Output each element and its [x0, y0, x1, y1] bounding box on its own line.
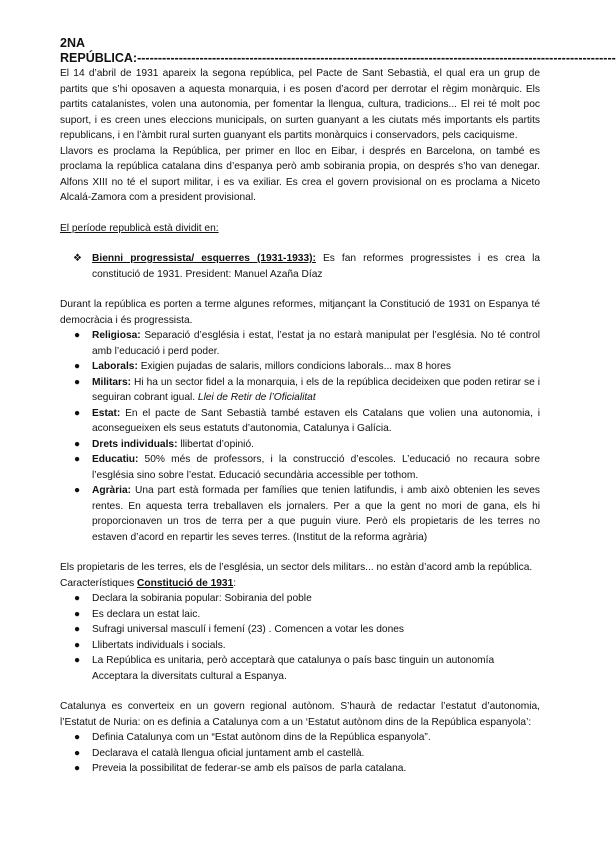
bullet-icon: ● — [74, 655, 81, 666]
intro-paragraph-2: Llavors es proclama la República, per primer en lloc en Eibar, i després en Barcelona, on també es proclama la república catalana dins d’espanya però amb sobirania propia, on després s’ho van denegar. Alfons XIII no té el suport militar, i es va exiliar. Es crea el govern provisional on es proclama a Niceto Alcalá-Zamora com a president provisional. — [60, 145, 540, 203]
bullet-icon: ● — [74, 608, 81, 620]
list-item: ● La República es unitaria, però acceptarà que catalunya o país basc tinguin un autonomía Acceptara la diversitats cultural a Espanya. — [74, 655, 495, 682]
bullet-icon: ● — [74, 485, 81, 496]
list-item: ● Educatiu: 50% més de professors, i la construcció d’escoles. L’educació no recaura sobre l’església sino sobre l’estat. Educació secundària accessible per tothom. — [74, 454, 540, 481]
period-heading: El període republicà està dividit en: — [60, 222, 219, 234]
diamond-bullet-icon: ❖ — [73, 253, 82, 264]
bullet-icon: ● — [74, 361, 81, 372]
bullet-icon: ● — [74, 732, 81, 743]
bullet-icon: ● — [74, 639, 81, 651]
bullet-icon: ● — [74, 376, 81, 388]
list-item: ● Llibertats individuals i socials. — [60, 638, 540, 654]
intro-paragraph-1: El 14 d’abril de 1931 apareix la segona república, pel Pacte de Sant Sebastià, el qual era un grup de partits que s’hi oposaven a aquesta monarquia, i es posen d’acord per derrotar el règim monàrquic. Els partits catalanistes, volen una autonomia, per fomentar la llengua, cultura, tradicions... El rei té molt poc suport, i es creen unes eleccions municipals, on surten guanyant a les ciutats més importants els partits republicans, i en l’àmbit rural surten guanyant els partits monàrquics i conservadors, pels caciquisme. — [60, 68, 540, 141]
period-list — [60, 251, 540, 282]
bienni-text: Es fan reformes progressistes i es crea la constitució de 1931. President: Manuel Azaña Díaz — [92, 253, 540, 280]
list-item: ● Estat: En el pacte de Sant Sebastià també estaven els Catalans que volien una autonomia, i aconsegueixen els seus estatuts d’autonomia, Catalunya i Galícia. — [74, 407, 540, 434]
bullet-icon: ● — [74, 330, 81, 341]
list-item: ● Declara la sobirania popular: Sobirania del poble — [60, 591, 540, 607]
list-item: ● Drets individuals: llibertat d’opinió. — [60, 437, 540, 453]
bullet-icon: ● — [74, 624, 81, 635]
section-number: 2NA — [60, 36, 86, 50]
bullet-icon: ● — [74, 438, 81, 450]
list-item — [60, 251, 540, 282]
opposition-paragraph: Els propietaris de les terres, els de l’església, un sector dels militars... no estàn d’acord amb la república. — [60, 562, 533, 573]
bullet-icon: ● — [74, 747, 81, 759]
reforms-list — [60, 328, 540, 545]
constitution-list — [60, 591, 540, 684]
bienni-title: Bienni progressista/ esquerres (1931-1933): — [92, 253, 316, 264]
list-item: ● Agrària: Una part està formada per famílies que tenien latifundis, i amb això obtenien les seves rentes. En aquesta terra treballaven els jornalers. Per a que la gent no mori de gana, els hi proporcionaven un tros de terra per a que puguin viure. Però els propietaris de les terres no estaven d’acord en repartir les seves terres. (Institut de la reforma agrària) — [74, 485, 540, 543]
list-item: ● Es declara un estat laic. — [60, 607, 540, 623]
catalunya-paragraph: Catalunya es converteix en un govern regional autònom. S’haurà de redactar l’estatut d’autonomia, l’Estatut de Nuria: on es definia a Catalunya com a un ‘Estatut autònom dins de la República espanyola’: — [60, 701, 540, 728]
catalunya-list — [60, 730, 540, 777]
list-item: ● Definia Catalunya com un “Estat autònom dins de la República espanyola”. — [60, 730, 540, 746]
list-item: ● Laborals: Exigien pujadas de salaris, millors condicions laborals... max 8 hores — [60, 359, 540, 375]
constitution-heading-line: Característiques Constitució de 1931: — [60, 577, 237, 589]
constitution-heading: Constitució de 1931 — [137, 577, 234, 589]
bullet-icon: ● — [74, 593, 81, 604]
bullet-icon: ● — [74, 407, 81, 419]
bullet-icon: ● — [74, 454, 81, 465]
document-body — [60, 66, 540, 777]
bullet-icon: ● — [74, 763, 81, 774]
list-item: ● Religiosa: Separació d’església i estat, l’estat ja no estarà manipulat per l’església. No té control amb l’educació i perd poder. — [74, 330, 540, 357]
list-item: ● Militars: Hi ha un sector fidel a la monarquia, i els de la república decideixen que poden retirar se i seguiran cobrant igual. Llei de Retir de l’Oficialitat — [74, 376, 540, 403]
list-item: ● Preveia la possibilitat de federar-se amb els països de parla catalana. — [60, 761, 540, 777]
section-title: REPÚBLICA:------------------------------------------------------------------------------------------------------------------- — [60, 51, 616, 65]
reforms-intro: Durant la república es porten a terme algunes reformes, mitjançant la Constitució de 1931 on Espanya té democràcia i és progressista. — [60, 299, 540, 326]
list-item: ● Sufragi universal masculí i femení (23) . Comencen a votar les dones — [60, 622, 540, 638]
list-item: ● Declarava el català llengua oficial juntament amb el castellà. — [60, 746, 540, 762]
